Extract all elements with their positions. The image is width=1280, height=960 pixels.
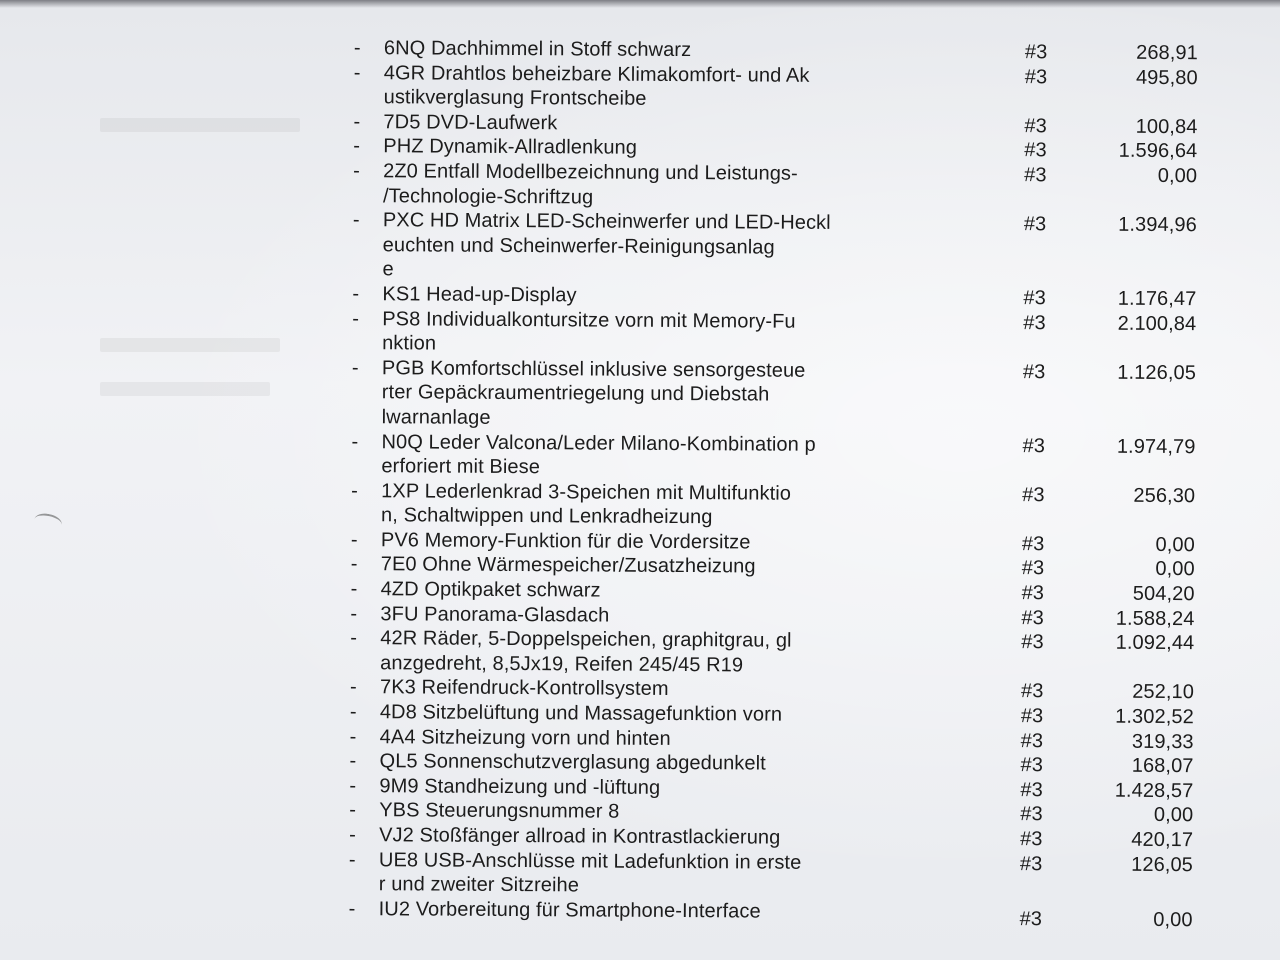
list-bullet: - <box>349 799 357 822</box>
item-reference: #3 <box>1024 41 1048 64</box>
item-reference: #3 <box>1024 65 1048 88</box>
top-edge-shadow <box>0 0 1280 8</box>
item-price: 0,00 <box>1153 804 1194 827</box>
paper-mark <box>33 511 64 532</box>
item-description: 1XP Lederlenkrad 3-Speichen mit Multifunktio n, Schaltwippen und Lenkradheizung <box>381 479 792 529</box>
item-description: 9M9 Standheizung und -lüftung <box>379 775 661 799</box>
item-description: PV6 Memory-Funktion für die Vordersitze <box>380 529 751 554</box>
item-description: N0Q Leder Valcona/Leder Milano-Kombination p erforiert mit Biese <box>381 430 816 479</box>
item-price: 1.176,47 <box>1117 287 1197 311</box>
item-price: 1.428,57 <box>1114 779 1194 802</box>
item-description: IU2 Vorbereitung für Smartphone-Interface <box>378 897 761 923</box>
list-bullet: - <box>353 110 361 133</box>
item-price: 100,84 <box>1135 115 1198 138</box>
item-price: 319,33 <box>1131 730 1194 753</box>
list-bullet: - <box>351 356 359 379</box>
list-bullet: - <box>353 135 361 158</box>
item-price: 504,20 <box>1132 582 1195 606</box>
list-bullet: - <box>349 725 357 748</box>
item-description: 2Z0 Entfall Modellbezeichnung und Leistungs- /Technologie-Schriftzug <box>382 160 798 209</box>
item-description: KS1 Head-up-Display <box>382 283 577 307</box>
item-price: 256,30 <box>1133 484 1196 507</box>
item-reference: #3 <box>1021 631 1044 654</box>
item-description: QL5 Sonnenschutzverglasung abgedunkelt <box>379 750 766 775</box>
item-price: 420,17 <box>1131 828 1194 852</box>
item-reference: #3 <box>1020 680 1044 703</box>
list-bullet: - <box>350 602 358 625</box>
item-price: 1.126,05 <box>1117 361 1197 384</box>
list-item <box>347 429 1217 484</box>
list-item <box>348 356 1218 435</box>
list-bullet: - <box>349 701 357 724</box>
item-description: YBS Steuerungsnummer 8 <box>379 799 620 824</box>
item-reference: #3 <box>1024 164 1047 187</box>
item-description: 7D5 DVD-Laufwerk <box>383 110 558 135</box>
list-item <box>348 208 1218 287</box>
list-item <box>350 61 1220 116</box>
item-reference: #3 <box>1020 729 1044 752</box>
item-description: VJ2 Stoßfänger allroad in Kontrastlackierung <box>379 824 781 849</box>
item-reference: #3 <box>1022 483 1045 506</box>
list-item <box>345 848 1215 903</box>
equipment-list <box>345 36 1220 931</box>
list-item <box>345 897 1215 931</box>
list-bullet: - <box>348 897 356 920</box>
item-reference: #3 <box>1024 114 1047 138</box>
list-bullet: - <box>352 209 360 232</box>
item-description: 42R Räder, 5-Doppelspeichen, graphitgrau, gl anzgedreht, 8,5Jx19, Reifen 245/45 R19 <box>380 627 792 677</box>
item-description: 4ZD Optikpaket schwarz <box>380 578 601 602</box>
list-bullet: - <box>353 37 361 60</box>
item-reference: #3 <box>1019 852 1043 875</box>
item-price: 1.092,44 <box>1115 631 1195 655</box>
item-description: PGB Komfortschlüssel inklusive sensorgesteue rter Gepäckraumentriegelung und Diebstah lwarnanlage <box>381 356 806 429</box>
item-reference: #3 <box>1020 754 1044 777</box>
list-bullet: - <box>350 528 358 551</box>
item-price: 168,07 <box>1131 755 1194 778</box>
item-reference: #3 <box>1021 606 1044 629</box>
list-bullet: - <box>352 307 360 330</box>
item-reference: #3 <box>1024 139 1047 162</box>
list-bullet: - <box>353 159 361 183</box>
item-description: 3FU Panorama-Glasdach <box>380 602 610 627</box>
item-price: 268,91 <box>1136 41 1198 65</box>
item-reference: #3 <box>1021 557 1045 580</box>
item-description: PXC HD Matrix LED-Scheinwerfer und LED-Heckl euchten und Scheinwerfer-Reinigungsanlag e <box>382 209 831 281</box>
item-price: 1.394,96 <box>1118 213 1197 237</box>
list-item <box>347 479 1217 534</box>
list-item <box>349 159 1219 214</box>
list-bullet: - <box>351 430 359 453</box>
item-description: PHZ Dynamik-Allradlenkung <box>383 135 638 160</box>
item-reference: #3 <box>1021 532 1045 556</box>
list-bullet: - <box>350 627 358 650</box>
list-bullet: - <box>349 774 357 797</box>
list-bullet: - <box>348 848 356 871</box>
item-reference: #3 <box>1022 434 1046 457</box>
item-description: 4D8 Sitzbelüftung und Massagefunktion vorn <box>379 701 783 726</box>
list-bullet: - <box>352 282 360 305</box>
item-description: 6NQ Dachhimmel in Stoff schwarz <box>383 37 692 62</box>
item-reference: #3 <box>1020 778 1043 802</box>
item-reference: #3 <box>1020 803 1043 826</box>
item-price: 1.974,79 <box>1116 435 1196 458</box>
item-price: 0,00 <box>1155 558 1195 581</box>
item-price: 0,00 <box>1153 908 1193 931</box>
item-reference: #3 <box>1023 311 1046 334</box>
item-price: 2.100,84 <box>1117 312 1197 335</box>
item-description: UE8 USB-Anschlüsse mit Ladefunktion in erste r und zweiter Sitzreihe <box>378 848 802 897</box>
item-price: 1.302,52 <box>1115 705 1194 729</box>
bleed-through-text <box>100 118 340 438</box>
item-price: 495,80 <box>1135 66 1198 89</box>
item-description: 4GR Drahtlos beheizbare Klimakomfort- und Ak ustikverglasung Frontscheibe <box>383 61 810 111</box>
item-price: 0,00 <box>1155 533 1195 557</box>
list-bullet: - <box>351 479 359 502</box>
list-bullet: - <box>349 676 357 699</box>
item-reference: #3 <box>1023 287 1046 310</box>
item-price: 1.596,64 <box>1118 140 1198 163</box>
item-description: 4A4 Sitzheizung vorn und hinten <box>379 725 671 750</box>
item-price: 252,10 <box>1132 681 1195 704</box>
item-reference: #3 <box>1023 213 1047 236</box>
item-reference: #3 <box>1019 907 1043 931</box>
list-bullet: - <box>350 553 358 576</box>
item-reference: #3 <box>1021 582 1045 605</box>
item-description: 7K3 Reifendruck-Kontrollsystem <box>379 676 669 701</box>
item-price: 0,00 <box>1157 164 1198 188</box>
list-item <box>348 307 1218 362</box>
item-reference: #3 <box>1022 360 1046 383</box>
item-reference: #3 <box>1020 705 1044 728</box>
list-item <box>346 626 1216 681</box>
item-reference: #3 <box>1020 828 1043 851</box>
list-bullet: - <box>349 824 356 847</box>
item-price: 1.588,24 <box>1115 607 1195 630</box>
item-price: 126,05 <box>1131 853 1194 876</box>
item-description: 7E0 Ohne Wärmespeicher/Zusatzheizung <box>380 553 756 578</box>
item-description: PS8 Individualkontursitze vorn mit Memory-Fu nktion <box>382 307 796 355</box>
list-bullet: - <box>349 750 357 773</box>
list-bullet: - <box>353 61 361 84</box>
list-bullet: - <box>350 578 358 601</box>
